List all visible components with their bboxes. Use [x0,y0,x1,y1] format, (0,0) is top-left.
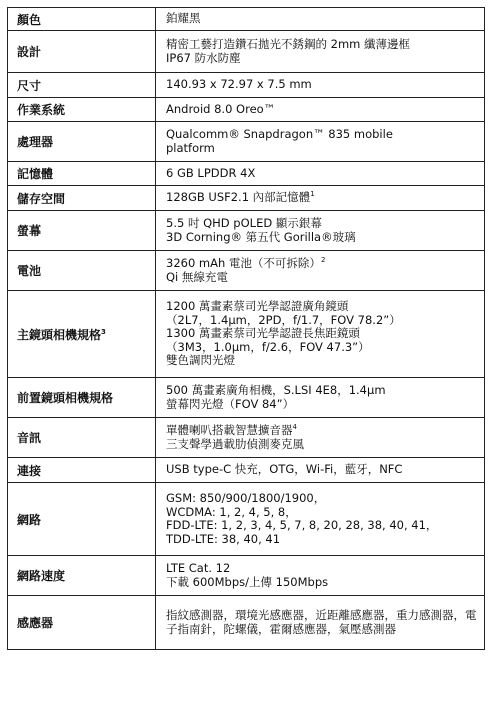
spec-table [7,7,485,650]
spec-value-line: （3M3，1.0μm，f/2.6，FOV 47.3”） [166,339,370,354]
spec-value-line: FDD-LTE: 1, 2, 3, 4, 5, 7, 8, 20, 28, 38, 40, 41， [166,518,438,532]
spec-label [8,122,156,162]
spec-label-text: 前置鏡頭相機規格 [17,391,114,405]
spec-label [8,251,156,291]
spec-label [8,8,156,31]
spec-label-text: 網路 [17,512,42,527]
spec-value [156,162,485,186]
footnote-mark: 2 [320,256,326,265]
spec-value-line: 鉑耀黑 [166,11,201,26]
footnote-mark: 1 [310,190,315,199]
spec-label [8,98,156,122]
spec-row-design [8,31,485,73]
spec-value-line: platform [166,140,215,155]
spec-row-battery [8,251,485,291]
spec-value-line: Android 8.0 Oreo™ [166,101,276,116]
spec-value-line: 3D Corning® 第五代 Gorilla®玻璃 [166,229,356,244]
spec-value-text: 單體喇叭搭載智慧擴音器 [166,423,293,437]
spec-label [8,596,156,650]
spec-value-line: 下載 600Mbps/上傳 150Mbps [166,574,329,589]
spec-label [8,73,156,98]
spec-value-line: TDD-LTE: 38, 40, 41 [166,531,281,546]
spec-value-line: LTE Cat. 12 [166,561,231,575]
spec-value [156,211,485,251]
spec-value-line: WCDMA: 1, 2, 4, 5, 8， [166,504,297,519]
spec-label-text: 音訊 [17,431,42,445]
spec-value-text: 128GB USF2.1 內部記憶體 [166,190,311,205]
spec-value-line: Qualcomm® Snapdragon™ 835 mobile [166,127,393,141]
spec-label [8,556,156,596]
spec-label [8,418,156,458]
spec-value [156,556,485,596]
spec-label [8,458,156,483]
spec-value [156,418,485,458]
spec-row-network [8,483,485,556]
spec-label-text: 設計 [17,45,42,59]
spec-value-line: 螢幕閃光燈（FOV 84”） [166,396,295,411]
spec-value [156,483,485,556]
spec-row-display [8,211,485,251]
spec-value-line: 6 GB LPDDR 4X [166,165,256,180]
spec-row-processor [8,122,485,162]
spec-label-text: 儲存空間 [17,191,66,206]
spec-value [156,8,485,31]
footnote-mark: 3 [101,327,106,336]
spec-label-text: 連接 [17,463,42,478]
spec-row-main-camera [8,291,485,378]
spec-value [156,31,485,73]
spec-row-color [8,8,485,31]
spec-row-dimensions [8,73,485,98]
footnote-mark: 4 [292,423,297,432]
spec-value-line [166,424,478,438]
spec-row-audio [8,418,485,458]
spec-row-memory [8,162,485,186]
spec-value [156,596,485,650]
spec-label [8,211,156,251]
spec-label-text: 處理器 [17,135,54,149]
spec-value-line: GSM: 850/900/1800/1900， [166,491,326,505]
spec-value-line: USB type-C 快充，OTG，Wi-Fi，藍牙，NFC [166,462,403,477]
spec-value-text: 3260 mAh 電池（不可拆除） [166,256,321,270]
spec-label-text: 記憶體 [17,167,54,181]
spec-row-os [8,98,485,122]
spec-label-text: 電池 [17,264,42,278]
spec-value [156,378,485,418]
spec-value-line: 500 萬畫素廣角相機，S.LSI 4E8，1.4μm [166,383,386,397]
spec-label [8,378,156,418]
spec-value [156,291,485,378]
spec-label [8,483,156,556]
spec-value [156,186,485,211]
spec-label-text: 作業系統 [17,103,66,117]
spec-label-text: 網路速度 [17,569,66,583]
spec-label [8,291,156,378]
spec-row-network-speed [8,556,485,596]
spec-row-front-camera [8,378,485,418]
spec-value-line: 雙色調閃光燈 [166,353,235,368]
spec-value-line: 1200 萬畫素蔡司光學認證廣角鏡頭 [166,299,349,314]
spec-label-text: 主鏡頭相機規格 [17,327,102,342]
spec-label-text: 尺寸 [17,78,42,93]
spec-label-text: 螢幕 [17,224,42,238]
spec-label-text: 顏色 [17,12,42,27]
spec-value-line: IP67 防水防塵 [166,50,241,65]
spec-row-connectivity [8,458,485,483]
spec-value-line: 指紋感測器，環境光感應器，近距離感應器，重力感測器，電子指南針，陀螺儀，霍爾感應器，氣壓感測器 [166,608,477,636]
spec-value-line [166,257,478,271]
spec-value-line: 5.5 吋 QHD pOLED 顯示銀幕 [166,216,322,230]
spec-value-line: 精密工藝打造鑽石拋光不銹鋼的 2mm 纖薄邊框 [166,37,411,51]
spec-label [8,186,156,211]
spec-label [8,31,156,73]
spec-value [156,122,485,162]
spec-value-line: 140.93 x 72.97 x 7.5 mm [166,77,312,92]
spec-value [156,458,485,483]
spec-value-line: 1300 萬畫素蔡司光學認證長焦距鏡頭 [166,326,360,341]
spec-label [8,162,156,186]
spec-value [156,251,485,291]
spec-value-line [166,191,478,205]
spec-label-text: 感應器 [17,616,54,630]
spec-value [156,98,485,122]
spec-value-line: 三支聲學過載肋偵測麥克風 [166,436,304,451]
spec-value [156,73,485,98]
spec-value-line: （2L7，1.4μm，2PD，f/1.7，FOV 78.2”） [166,312,401,327]
spec-row-sensors [8,596,485,650]
spec-value-line: Qi 無線充電 [166,269,228,284]
spec-row-storage [8,186,485,211]
